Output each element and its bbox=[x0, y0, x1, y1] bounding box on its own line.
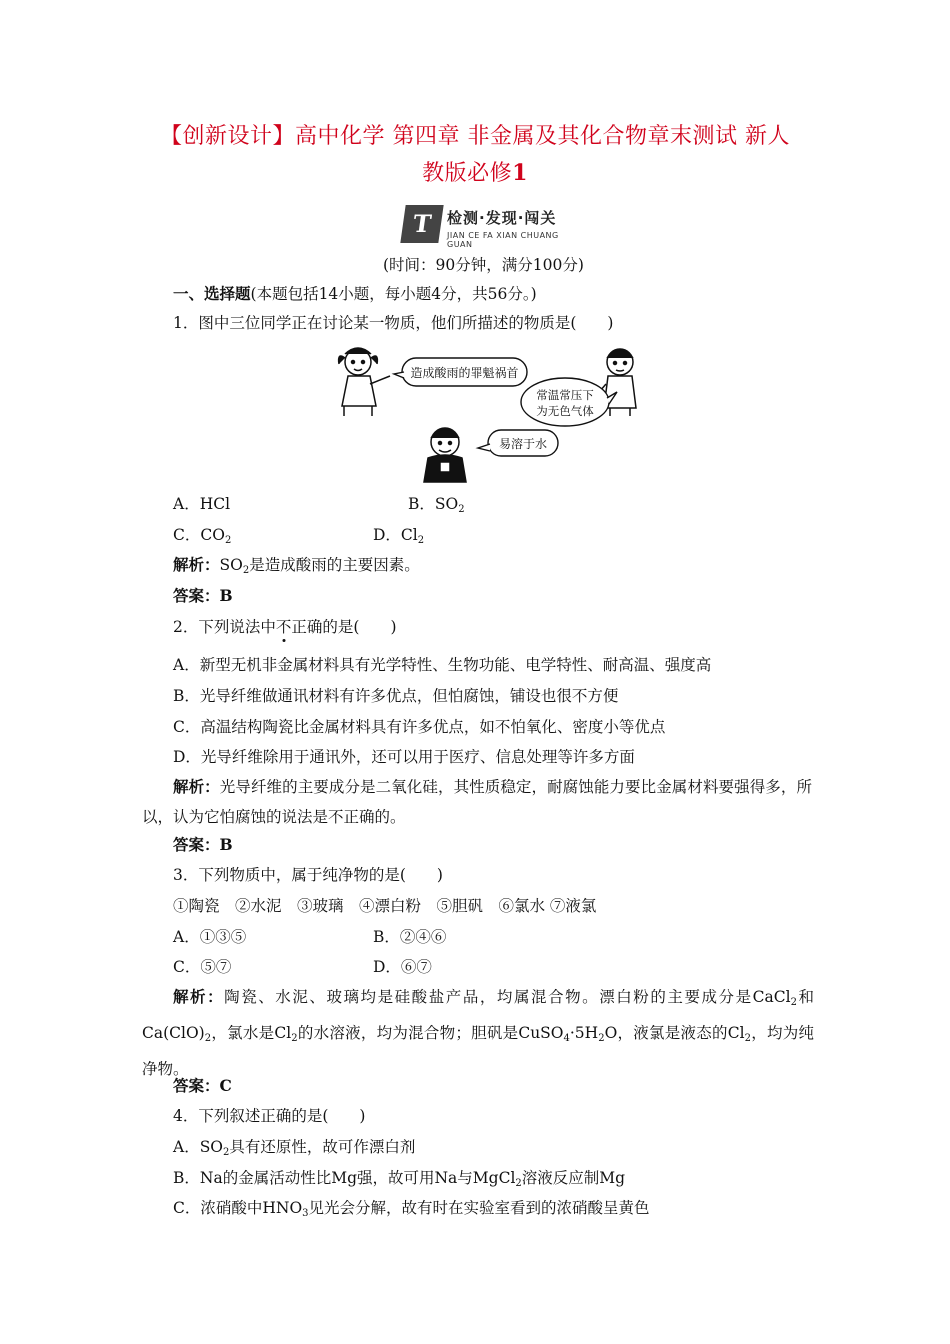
q2-analysis-label: 解析： bbox=[173, 777, 220, 796]
q2-stem-post: 正确的是( ) bbox=[291, 618, 397, 636]
doc-title-line2-num: 1 bbox=[512, 160, 528, 186]
q1-option-d-text: D．Cl bbox=[373, 526, 418, 544]
q2-stem bbox=[173, 616, 397, 638]
q4-stem: 4．下列叙述正确的是( ) bbox=[173, 1107, 366, 1125]
q1-analysis bbox=[173, 554, 420, 582]
speech-bubble-2 bbox=[521, 378, 617, 426]
q4-option-a-sub: 2 bbox=[223, 1147, 230, 1158]
q1-figure bbox=[330, 340, 660, 490]
q4-option-c-pre: C．浓硝酸中HNO bbox=[173, 1199, 303, 1217]
q4-option-c bbox=[173, 1197, 650, 1225]
q4-option-c-post: 见光会分解，故有时在实验室看到的浓硝酸呈黄色 bbox=[308, 1199, 650, 1217]
q3-analysis-part4: 的水溶液，均为混合物；胆矾是CuSO bbox=[297, 1024, 564, 1042]
q1-option-d bbox=[373, 524, 424, 552]
time-note: (时间：90分钟，满分100分) bbox=[383, 256, 584, 274]
student-girl-icon bbox=[339, 348, 390, 416]
q3-analysis-sub5: 2 bbox=[598, 1033, 605, 1044]
bubble2-text-line1: 常温常压下 bbox=[536, 388, 594, 402]
q1-analysis-pre: SO bbox=[219, 556, 243, 574]
logo-emblem-icon: T bbox=[400, 205, 443, 243]
q3-option-b: B．②④⑥ bbox=[373, 928, 447, 946]
q2-option-d: D．光导纤维除用于通讯外，还可以用于医疗、信息处理等许多方面 bbox=[173, 748, 635, 766]
q3-analysis-part1: 陶瓷、水泥、玻璃均是硅酸盐产品，均属混合物。漂白粉的主要成分是CaCl bbox=[224, 988, 791, 1006]
bubble3-text: 易溶于水 bbox=[498, 437, 548, 451]
q2-option-a: A．新型无机非金属材料具有光学特性、生物功能、电学特性、耐高温、强度高 bbox=[173, 656, 712, 674]
section1-heading-rest: (本题包括14小题，每小题4分，共56分。) bbox=[250, 285, 537, 303]
q1-analysis-label: 解析： bbox=[173, 555, 220, 574]
q3-analysis-part6: O，液氯是液态的Cl bbox=[604, 1024, 745, 1042]
q1-answer: 答案：B bbox=[173, 586, 233, 605]
q1-option-b-text: B．SO bbox=[408, 495, 459, 513]
q3-answer: 答案：C bbox=[173, 1076, 232, 1095]
doc-title-line2-text: 教版必修 bbox=[422, 161, 513, 186]
q2-answer: 答案：B bbox=[173, 835, 233, 854]
q3-analysis-label: 解析： bbox=[173, 987, 225, 1006]
q1-option-a: A．HCl bbox=[173, 495, 231, 513]
q1-stem: 1．图中三位同学正在讨论某一物质，他们所描述的物质是( ) bbox=[173, 314, 614, 332]
speech-bubble-1 bbox=[394, 358, 527, 386]
section1-heading-bold: 一、选择题 bbox=[173, 284, 251, 303]
speech-bubble-3 bbox=[478, 430, 558, 456]
q3-option-a: A．①③⑤ bbox=[173, 928, 247, 946]
student-bottom-icon bbox=[424, 428, 466, 482]
logo-main-text: 检测·发现·闯关 bbox=[447, 209, 557, 227]
doc-title-line1: 【创新设计】高中化学 第四章 非金属及其化合物章末测试 新人 bbox=[160, 124, 790, 149]
q3-analysis-sub6: 2 bbox=[744, 1033, 751, 1044]
q4-option-b bbox=[173, 1167, 625, 1195]
q3-option-c: C．⑤⑦ bbox=[173, 958, 232, 976]
q1-option-c-sub: 2 bbox=[224, 535, 232, 546]
q4-option-b-post: 溶液反应制Mg bbox=[521, 1169, 626, 1187]
q1-option-b-sub: 2 bbox=[458, 504, 465, 515]
section-logo bbox=[403, 205, 583, 247]
q4-option-b-sub: 2 bbox=[515, 1178, 522, 1189]
q3-stem: 3．下列物质中，属于纯净物的是( ) bbox=[173, 866, 443, 884]
q3-analysis-sub3: 2 bbox=[291, 1033, 298, 1044]
q1-analysis-sub: 2 bbox=[242, 565, 250, 576]
q2-analysis-text: 光导纤维的主要成分是二氧化硅，其性质稳定，耐腐蚀能力要比金属材料要强得多，所以，认为它怕腐蚀的说法是不正确的。 bbox=[142, 778, 812, 826]
q3-analysis bbox=[142, 982, 814, 1084]
q4-option-a-post: 具有还原性，故可作漂白剂 bbox=[229, 1138, 416, 1156]
q1-analysis-post: 是造成酸雨的主要因素。 bbox=[249, 556, 420, 574]
q2-stem-emphasis: 不 bbox=[275, 618, 292, 636]
q4-option-b-pre: B．Na的金属活动性比Mg强，故可用Na与MgCl bbox=[173, 1169, 516, 1187]
q3-analysis-sub4: 4 bbox=[563, 1033, 570, 1044]
q3-analysis-sub2: 2 bbox=[204, 1033, 212, 1044]
q1-option-c-text: C．CO bbox=[173, 526, 225, 544]
q1-option-c bbox=[173, 524, 231, 552]
doc-title-line2 bbox=[150, 156, 800, 191]
q1-option-d-sub: 2 bbox=[417, 535, 425, 546]
q4-option-c-sub: 3 bbox=[302, 1208, 309, 1219]
q2-option-c: C．高温结构陶瓷比金属材料具有许多优点，如不怕氧化、密度小等优点 bbox=[173, 718, 666, 736]
section1-heading bbox=[173, 283, 537, 305]
q2-stem-pre: 2．下列说法中 bbox=[173, 618, 276, 636]
bubble2-text-line2: 为无色气体 bbox=[536, 404, 594, 418]
q3-analysis-part3: ，氯水是Cl bbox=[211, 1024, 292, 1042]
q4-option-a bbox=[173, 1136, 415, 1164]
q3-analysis-sub1: 2 bbox=[790, 997, 797, 1008]
q2-option-b: B．光导纤维做通讯材料有许多优点，但怕腐蚀，铺设也很不方便 bbox=[173, 687, 619, 705]
q3-items: ①陶瓷 ②水泥 ③玻璃 ④漂白粉 ⑤胆矾 ⑥氯水 ⑦液氯 bbox=[173, 897, 597, 915]
q3-analysis-part2: 和Ca(ClO) bbox=[142, 988, 814, 1042]
q2-analysis bbox=[142, 772, 812, 832]
q3-option-d: D．⑥⑦ bbox=[373, 958, 432, 976]
q1-option-b bbox=[408, 493, 465, 521]
q4-option-a-pre: A．SO bbox=[173, 1138, 224, 1156]
q3-analysis-part7: ，均为纯净物。 bbox=[142, 1024, 814, 1078]
bubble1-text: 造成酸雨的罪魁祸首 bbox=[410, 366, 519, 380]
logo-sub-text: JIAN CE FA XIAN CHUANG GUAN bbox=[447, 231, 559, 249]
q3-analysis-part5: ·5H bbox=[569, 1024, 599, 1042]
